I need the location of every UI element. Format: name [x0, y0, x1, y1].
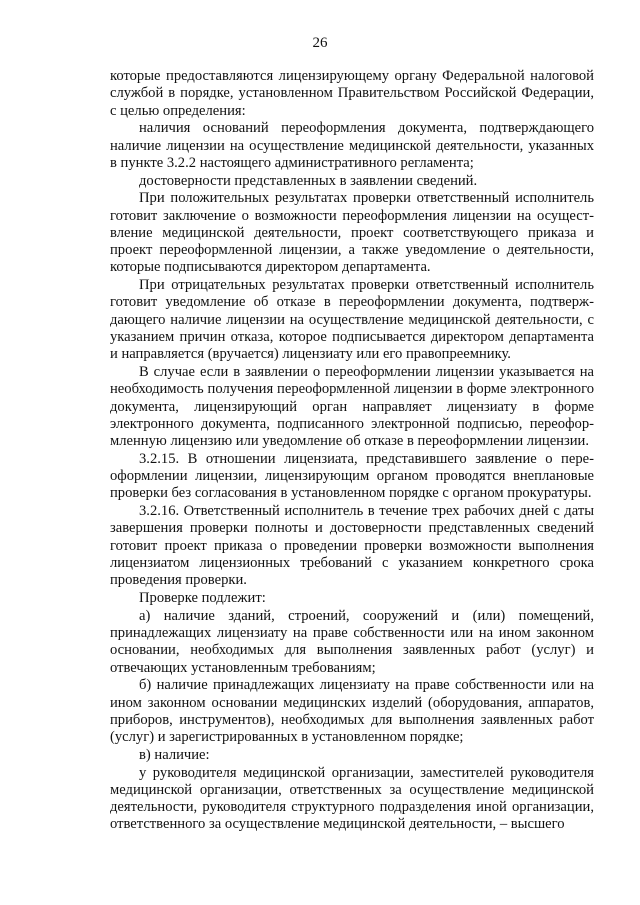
paragraph-item-v: в) наличие:	[139, 746, 210, 763]
paragraph-continuation: которые предоставляются лицензирующему органу Федеральной налоговой службой в порядке, установленном Правительством Российской Федерации, с целью определения:	[110, 68, 594, 119]
paragraph-reissue-grounds: наличия оснований переоформления документа, подтверждающего наличие лицензии на осуществление медицинской деятельности, указанных в пункте 3.2.2 настоящего административного регламента;	[110, 120, 594, 171]
paragraph-data-reliability: достоверности представленных в заявлении сведений.	[139, 172, 478, 189]
paragraph-item-b: б) наличие принадлежащих лицензиату на праве собственности или на ином законном основании медицинских изделий (оборудования, аппаратов, приборов, инструментов), необходимых для выполнения заявленных работ (услуг) и зарегистрированных в установленном порядке;	[110, 677, 594, 746]
paragraph-positive-results: При положительных результатах проверки ответственный исполнитель готовит заключение о возможности переоформления лицензии на осуществление медицинской деятельности, проект соответствующего приказа и проект переоформленной лицензии, а также уведомление о деятельности, которые подписываются директором департамента.	[110, 190, 594, 276]
paragraph-3-2-16: 3.2.16. Ответственный исполнитель в течение трех рабочих дней с даты завершения проверки полноты и достоверности представленных сведений готовит проект приказа о проведении проверки возможности выполнения лицензиатом лицензионных требований с указанием конкретного срока проведения проверки.	[110, 503, 594, 589]
paragraph-3-2-15: 3.2.15. В отношении лицензиата, представившего заявление о переоформлении лицензии, лицензирующим органом проводятся внеплановые проверки без согласования в установленном порядке с органом прокуратуры.	[110, 450, 594, 502]
paragraph-subject-to-check: Проверке подлежит:	[139, 590, 266, 607]
paragraph-item-a: а) наличие зданий, строений, сооружений и (или) помещений, принадлежащих лицензиату на праве собственности или на ином законном основании, необходимых для выполнения заявленных работ (услуг) и отвечающих установленным требованиям;	[110, 607, 594, 676]
document-body	[110, 68, 594, 834]
paragraph-management-education: у руководителя медицинской организации, заместителей руководителя медицинской организации, ответственных за осуществление медицинской деятельности, руководителя структурного подразделения иной организации, ответственного за осуществление медицинской деятельности, – высшего	[110, 764, 594, 833]
paragraph-negative-results: При отрицательных результатах проверки ответственный исполнитель готовит уведомление об отказе в переоформлении документа, подтверждающего наличие лицензии на осуществление медицинской деятельности, с указанием причин отказа, которое подписывается директором департамента и направляется (вручается) лицензиату или его правопреемнику.	[110, 277, 594, 363]
paragraph-electronic-document: В случае если в заявлении о переоформлении лицензии указывается на необходимость получения переоформленной лицензии в форме электронного документа, лицензирующий орган направляет лицензиату в форме электронного документа, подписанного электронной подписью, переоформленную лицензию или уведомление об отказе в переоформлении лицензии.	[110, 364, 594, 450]
page-number: 26	[312, 35, 328, 51]
